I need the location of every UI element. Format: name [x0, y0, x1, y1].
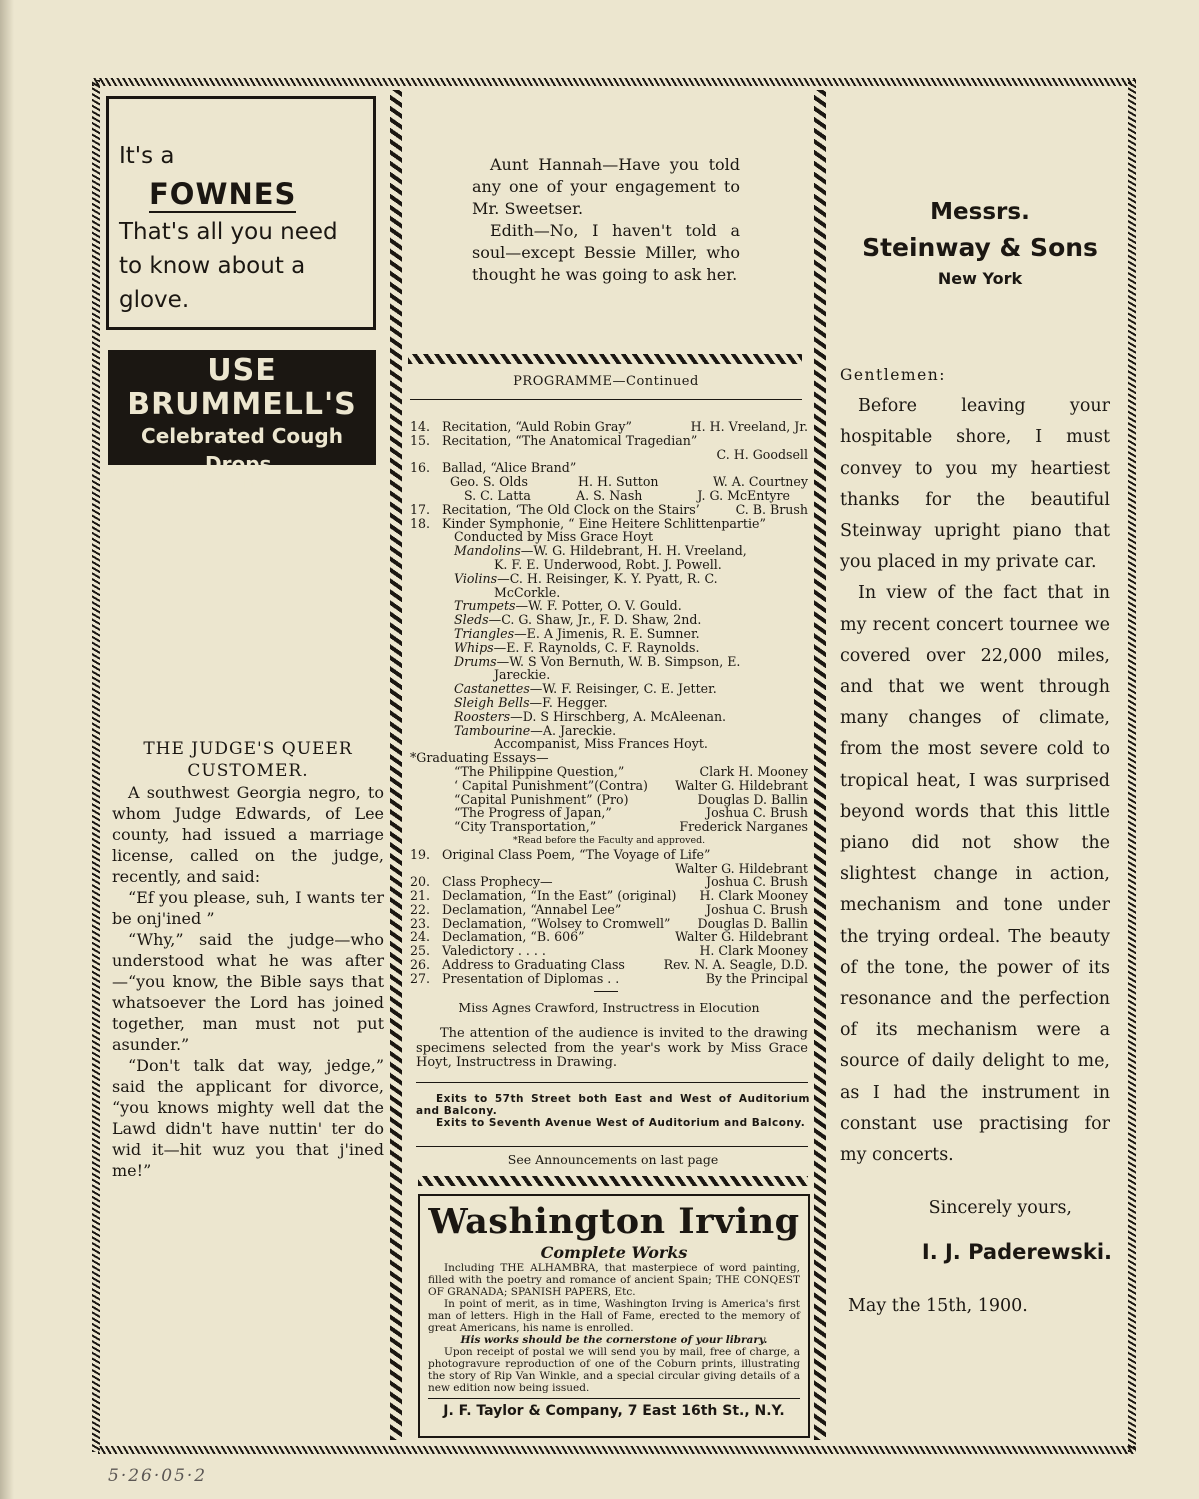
- essay-author: Clark H. Mooney: [699, 763, 808, 779]
- instrument-row: [410, 668, 808, 682]
- item-performer: H. Clark Mooney: [699, 943, 808, 959]
- programme-item: 15. Recitation, “The Anatomical Tragedian”: [410, 432, 698, 448]
- programme-accompanist: Accompanist, Miss Frances Hoyt.: [494, 736, 708, 752]
- fownes-line1: It's a: [119, 143, 175, 169]
- judge-story-paragraph: A southwest Georgia negro, to whom Judge Edwards, of Lee county, had issued a marriage license, called on the judge, recently, and said:: [112, 783, 384, 886]
- item-performer: H. Clark Mooney: [699, 888, 808, 904]
- item-number: 27.: [410, 970, 431, 986]
- exits-rule: [416, 1082, 808, 1083]
- irving-name: Washington Irving: [428, 1201, 800, 1242]
- brummell-subhead: Celebrated Cough Drops,: [141, 424, 343, 476]
- irving-publisher: J. F. Taylor & Company, 7 East 16th St., N.Y.: [428, 1398, 800, 1419]
- essay-title: “Capital Punishment” (Pro): [454, 791, 629, 807]
- item-performer: Joshua C. Brush: [706, 901, 808, 917]
- instrument-row: [410, 696, 808, 710]
- programme-conductor: Conducted by Miss Grace Hoyt: [454, 529, 654, 545]
- essay-title: “The Philippine Question,”: [454, 763, 625, 779]
- judge-story: [112, 738, 384, 1181]
- programme-performers: Geo. S. Olds H. H. Sutton W. A. Courtney: [450, 474, 808, 490]
- item-title: Declamation, “B. 606”: [442, 929, 585, 945]
- item-number: 25.: [410, 943, 431, 959]
- irving-body: [420, 1262, 808, 1394]
- item-number: 23.: [410, 915, 431, 931]
- instrument-players: —W. G. Hildebrant, H. H. Vreeland,: [520, 543, 747, 559]
- item-number: 26.: [410, 957, 431, 973]
- instrument-players: —C. G. Shaw, Jr., F. D. Shaw, 2nd.: [488, 612, 702, 628]
- item-performer: Joshua C. Brush: [706, 874, 808, 890]
- essay-title: ‘ Capital Punishment”(Contra): [454, 777, 648, 793]
- essay-title: “City Transportation,”: [454, 819, 597, 835]
- instrument-label: Triangles: [454, 625, 515, 641]
- programme-rule: [594, 991, 618, 992]
- instrument-label: Roosters: [454, 708, 511, 724]
- brummell-headline: USE BRUMMELL'S: [127, 353, 357, 422]
- instrument-label: Whips: [454, 639, 494, 655]
- border-left: [92, 80, 100, 1452]
- irving-subtitle: Complete Works: [540, 1243, 688, 1262]
- irving-paragraph: Including THE ALHAMBRA, that masterpiece of word painting, filled with the poetry and romance of ancient Spain; THE CONQEST OF GRANADA; SPANISH PAPERS, Etc.: [428, 1262, 800, 1298]
- handwritten-date-note: 5·26·05·2: [108, 1466, 208, 1486]
- programme-item: 19. Original Class Poem, “The Voyage of Life”: [410, 846, 711, 862]
- essays-note: *Read before the Faculty and approved.: [512, 834, 706, 846]
- brummell-line2: Keep a box of them in the house.: [150, 491, 334, 504]
- item-number: 20.: [410, 874, 431, 890]
- essay-row: [410, 793, 808, 807]
- border-top: [92, 78, 1136, 86]
- item-number: 22.: [410, 901, 431, 917]
- instrument-row: [410, 682, 808, 696]
- letter-paragraph: In view of the fact that in my recent concert tournee we covered over 22,000 miles, and that we went through many changes of climate, from the most severe cold to tropical heat, I was surprised beyond words that this little piano did not show the slightest change in action, mechanism and tone under the trying ordeal. The beauty of the tone, the power of its resonance and the perfection of its mechanism were a source of daily delight to me, as I had the instrument in constant use practising for my concerts.: [840, 583, 1110, 1166]
- instrument-row: [410, 641, 808, 655]
- instrument-label: Sleds: [454, 612, 489, 628]
- announcements-note: See Announcements on last page: [507, 1152, 719, 1167]
- instrument-row: [410, 655, 808, 669]
- instrument-row: [410, 724, 808, 738]
- joke-paragraph: Aunt Hannah—Have you told any one of your engagement to Mr. Sweetser.: [472, 155, 740, 218]
- brummell-line3: Sold Everywhere.: [193, 503, 291, 516]
- instrument-label: Sleigh Bells: [454, 694, 530, 710]
- item-title: Declamation, “In the East” (original): [442, 888, 677, 904]
- instrument-label: Drums: [454, 653, 497, 669]
- instrument-label: Castanettes: [454, 681, 530, 697]
- item-title: Presentation of Diplomas . .: [442, 970, 620, 986]
- programme-item: [410, 875, 808, 889]
- instrument-row: [410, 586, 808, 600]
- item-title: Valedictory . . . .: [442, 943, 546, 959]
- item-number: 21.: [410, 888, 431, 904]
- fownes-glove-ad: [106, 96, 376, 330]
- essay-author: Joshua C. Brush: [706, 805, 808, 821]
- item-title: Class Prophecy—: [442, 874, 553, 890]
- instrument-row: [410, 627, 808, 641]
- instrument-row: [410, 613, 808, 627]
- letter-paragraph: Before leaving your hospitable shore, I must convey to you my heartiest thanks for the beautiful Steinway upright piano that you placed in my private car.: [840, 396, 1110, 573]
- item-performer: Douglas D. Ballin: [697, 915, 808, 931]
- instrument-players: —W. F. Potter, O. V. Gould.: [515, 598, 682, 614]
- letter-signature: I. J. Paderewski.: [921, 1240, 1112, 1264]
- fownes-line2: That's all you need to know about a glove.: [119, 219, 338, 313]
- item-number: 24.: [410, 929, 431, 945]
- irving-top-chain: [418, 1176, 808, 1186]
- instrument-players: —F. Hegger.: [529, 694, 608, 710]
- item-performer: By the Principal: [705, 970, 808, 986]
- instrument-row: [410, 572, 808, 586]
- item-title: Declamation, “Annabel Lee”: [442, 901, 622, 917]
- elocution-instructress: Miss Agnes Crawford, Instructress in Elocution: [458, 1000, 760, 1015]
- washington-irving-ad: [418, 1194, 810, 1438]
- instrument-players: —W. S Von Bernuth, W. B. Simpson, E.: [496, 653, 741, 669]
- programme-item: [410, 917, 808, 931]
- item-title: Declamation, “Wolsey to Cromwell”: [442, 915, 671, 931]
- fownes-brand: FOWNES: [149, 177, 297, 211]
- letter-date: May the 15th, 1900.: [848, 1296, 1028, 1316]
- instrument-row: [410, 544, 808, 558]
- instrument-players: —W. F. Reisinger, C. E. Jetter.: [529, 681, 717, 697]
- irving-paragraph: Upon receipt of postal we will send you by mail, free of charge, a photogravure reproduction of one of the Coburn prints, illustrating the story of Rip Van Winkle, and a special circular giving details of a new edition now being issued.: [428, 1346, 800, 1394]
- programme-item: 17. Recitation, ‘The Old Clock on the Stairs’ C. B. Brush: [410, 501, 808, 517]
- instrument-list: [410, 544, 808, 737]
- instrument-row: [410, 558, 808, 572]
- essay-row: [410, 765, 808, 779]
- instrument-players: McCorkle.: [494, 584, 561, 600]
- instrument-row: [410, 599, 808, 613]
- item-performer: Rev. N. A. Seagle, D.D.: [663, 957, 808, 973]
- essay-list: [410, 765, 808, 834]
- brummell-line1: SURE CURE for all throat troubles.: [148, 478, 336, 491]
- programme-performers: S. C. Latta A. S. Nash J. G. McEntyre: [464, 487, 790, 503]
- programme-item: 16. Ballad, “Alice Brand”: [410, 460, 577, 476]
- essay-title: “The Progress of Japan,”: [454, 805, 612, 821]
- essay-row: [410, 779, 808, 793]
- aunt-hannah-joke: [472, 154, 740, 286]
- programme-top-chain: [408, 354, 802, 364]
- programme-item: [410, 972, 808, 986]
- column-divider-right: [814, 90, 826, 1440]
- judge-story-title: THE JUDGE'S QUEER CUSTOMER.: [143, 739, 353, 781]
- essay-row: [410, 806, 808, 820]
- essay-author: Walter G. Hildebrant: [675, 777, 808, 793]
- judge-story-paragraph: “Don't talk dat way, jedge,” said the applicant for divorce, “you knows mighty well dat the Lawd didn't have nuttin' ter do wid it—hit wuz you that j'ined me!”: [112, 1056, 384, 1180]
- judge-story-paragraph: “Ef you please, suh, I wants ter be onj'ined ”: [112, 888, 384, 928]
- instrument-label: Trumpets: [454, 598, 516, 614]
- essays-heading: *Graduating Essays—: [410, 750, 549, 766]
- instrument-label: Tambourine: [454, 722, 531, 738]
- brummell-cough-drops-ad: [108, 350, 376, 516]
- instrument-players: —D. S Hirschberg, A. McAleenan.: [510, 708, 727, 724]
- border-bottom: [98, 1446, 1136, 1454]
- programme-item-performer: C. H. Goodsell: [716, 446, 808, 462]
- instrument-players: —C. H. Reisinger, K. Y. Pyatt, R. C.: [497, 570, 718, 586]
- instrument-players: —E. F. Raynolds, C. F. Raynolds.: [493, 639, 700, 655]
- instrument-players: —A. Jareckie.: [530, 722, 617, 738]
- programme-item: 14. Recitation, “Auld Robin Gray” H. H. Vreeland, Jr.: [410, 419, 808, 434]
- drawing-specimens-notice: The attention of the audience is invited to the drawing specimens selected from the year's work by Miss Grace Hoyt, Instructress in Drawing.: [416, 1026, 808, 1070]
- letter-closing: Sincerely yours,: [928, 1198, 1072, 1218]
- item-performer: Walter G. Hildebrant: [675, 929, 808, 945]
- programme-item-performer: Walter G. Hildebrant: [675, 860, 808, 876]
- essay-author: Douglas D. Ballin: [697, 791, 808, 807]
- programme-list: [410, 420, 808, 986]
- item-title: Address to Graduating Class: [442, 957, 625, 973]
- letter-greeting: Gentlemen:: [840, 366, 946, 384]
- exits-notice: [416, 1093, 810, 1129]
- programme-item: 18. Kinder Symphonie, “ Eine Heitere Schlittenpartie”: [410, 515, 766, 531]
- programme-item: [410, 958, 808, 972]
- steinway-heading: [830, 196, 1130, 290]
- programme-item: [410, 930, 808, 944]
- instrument-row: [410, 710, 808, 724]
- instrument-players: Jareckie.: [494, 667, 551, 683]
- programme-title: PROGRAMME—Continued: [513, 374, 699, 389]
- page-gutter-shadow: [0, 0, 14, 1499]
- instrument-players: —E. A Jimenis, R. E. Sumner.: [514, 625, 700, 641]
- instrument-players: K. F. E. Underwood, Robt. J. Powell.: [494, 556, 722, 572]
- irving-paragraph: His works should be the cornerstone of your library.: [460, 1334, 768, 1346]
- essay-author: Frederick Narganes: [679, 819, 808, 835]
- firm-city: New York: [937, 269, 1023, 288]
- announcements-rule: [416, 1146, 808, 1147]
- irving-paragraph: In point of merit, as in time, Washington Irving is America's first man of letters. High in the Hall of Fame, erected to the memory of great Americans, his name is enrolled.: [428, 1298, 800, 1334]
- firm-name: Steinway & Sons: [862, 233, 1098, 262]
- messrs-label: Messrs.: [930, 199, 1030, 225]
- joke-paragraph: Edith—No, I haven't told a soul—except Bessie Miller, who thought he was going to ask her.: [472, 221, 740, 284]
- programme-item: [410, 944, 808, 958]
- programme-item: [410, 889, 808, 903]
- programme-item: [410, 903, 808, 917]
- programme-tail-list: [410, 875, 808, 985]
- judge-story-paragraph: “Why,” said the judge—who understood what he was after—“you know, the Bible says that whatsoever the Lord has joined together, man must not put asunder.”: [112, 930, 384, 1054]
- exit-line: Exits to Seventh Avenue West of Auditorium and Balcony.: [436, 1117, 806, 1129]
- instrument-label: Mandolins: [454, 543, 521, 559]
- column-divider-left: [390, 90, 402, 1440]
- instrument-label: Violins: [454, 570, 498, 586]
- paderewski-letter: [840, 360, 1110, 1171]
- essay-row: [410, 820, 808, 834]
- exit-line: Exits to 57th Street both East and West of Auditorium and Balcony.: [416, 1093, 810, 1117]
- programme-rule: [410, 399, 802, 400]
